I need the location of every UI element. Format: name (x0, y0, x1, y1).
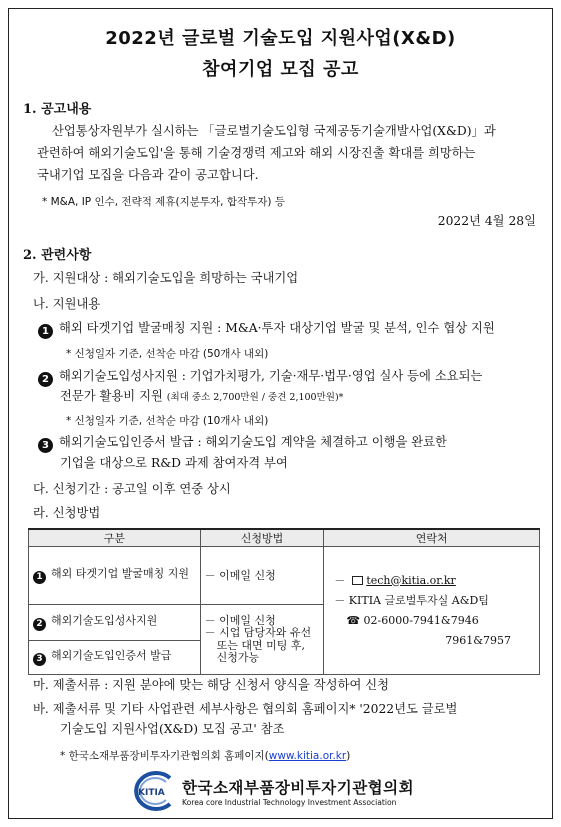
support-item-2-cost: 전문가 활용비 지원 (60, 389, 163, 403)
submission-documents: 마. 제출서류 : 지원 분야에 맞는 해당 신청서 양식을 작성하여 신청 (33, 678, 389, 692)
section-1-paragraph-line2: 관련하여 해외기술도입'을 통해 기술경쟁력 제고와 해외 시장진출 확대를 희망하는 (37, 146, 476, 160)
support-content-heading: 나. 지원내용 (33, 297, 101, 311)
application-method-table (28, 528, 540, 675)
table-header-method: 신청방법 (200, 529, 324, 547)
table-row (29, 547, 540, 605)
page-subtitle: 참여기업 모집 공고 (202, 59, 359, 80)
homepage-note (60, 748, 350, 763)
kitia-emblem-text: KITIA (138, 788, 165, 798)
row-2-label: 해외기술도입성사지원 (51, 614, 158, 627)
section-1-heading: 1. 공고내용 (23, 102, 92, 117)
organization-name-ko: 한국소재부품장비투자기관협의회 (182, 779, 415, 797)
table-header-category: 구분 (29, 529, 201, 547)
homepage-note-end: ) (346, 750, 351, 762)
support-item-2-text: 해외기술도입성사지원 : 기업가치평가, 기술·재무·법무·영업 실사 등에 소요되는 (59, 369, 483, 383)
method-contact: － 시업 담당자와 유선 (204, 626, 312, 639)
details-reference-line2: 기술도입 지원사업(X&D) 모집 공고' 참조 (60, 722, 285, 736)
details-reference-line1: 바. 제출서류 및 기타 사업관련 세부사항은 협의회 홈페이지* '2022년도 글로벌 (33, 702, 458, 716)
kitia-logo (130, 770, 430, 812)
number-1-bullet: 1 (38, 324, 53, 339)
number-3-bullet: 3 (38, 438, 53, 453)
method-email: － 이메일 신청 (204, 613, 276, 627)
method-contact-line3: 신청가능 (216, 651, 260, 664)
kitia-emblem-icon (130, 770, 176, 812)
application-method-heading: 라. 신청방법 (33, 506, 101, 520)
announcement-date: 2022년 4월 28일 (437, 214, 536, 228)
row-1-label: 해외 타겟기업 발굴매칭 지원 (51, 567, 190, 580)
support-item-1 (38, 318, 495, 339)
dash: － (334, 573, 346, 587)
support-item-3-text: 해외기술도입인증서 발급 : 해외기술도입 계약을 체결하고 이행을 완료한 (59, 435, 447, 449)
number-2-bullet: 2 (33, 618, 46, 631)
table-cell-category-3 (29, 641, 201, 675)
contact-org: － KITIA 글로벌투자실 A&D팀 (334, 593, 489, 607)
number-3-bullet: 3 (33, 653, 46, 666)
table-cell-method-2-3 (200, 605, 324, 675)
section-1-paragraph-line3: 국내기업 모집을 다음과 같이 공고합니다. (37, 168, 259, 182)
number-1-bullet: 1 (33, 571, 46, 584)
table-cell-category-2 (29, 605, 201, 641)
support-item-3-line2: 기업을 대상으로 R&D 과제 참여자격 부여 (60, 456, 288, 470)
contact-phone: ☎ 02-6000-7941&7946 (346, 613, 479, 627)
table-cell-method-1: － 이메일 신청 (200, 547, 324, 605)
table-cell-contact (324, 547, 540, 675)
application-period: 다. 신청기간 : 공고일 이후 연중 상시 (33, 482, 231, 496)
support-target: 가. 지원대상 : 해외기술도입을 희망하는 국내기업 (33, 271, 299, 285)
organization-name-en: Korea core Industrial Technology Investment Association (182, 798, 397, 807)
contact-phone-ext: 7961&7957 (445, 633, 511, 647)
number-2-bullet: 2 (38, 372, 53, 387)
table-header-row (29, 529, 540, 547)
support-item-1-text: 해외 타겟기업 발굴매칭 지원 : M&A·투자 대상기업 발굴 및 분석, 인수 협상 지원 (59, 321, 495, 335)
section-1-note: * M&A, IP 인수, 전략적 제휴(지분투자, 합작투자) 등 (42, 196, 285, 208)
table-cell-category-1 (29, 547, 201, 605)
support-item-2-note: * 신청일자 기준, 선착순 마감 (10개사 내외) (66, 415, 269, 427)
table-header-contact: 연락처 (324, 529, 540, 547)
contact-email-link[interactable]: tech@kitia.or.kr (366, 573, 456, 587)
method-contact-line2: 또는 대면 미팅 후, (216, 638, 305, 652)
section-1-paragraph-line1: 산업통상자원부가 실시하는 「글로벌기술도입형 국제공동기술개발사업(X&D)」과 (52, 124, 496, 138)
support-item-2 (38, 366, 482, 387)
page-title: 2022년 글로벌 기술도입 지원사업(X&D) (105, 28, 456, 49)
mail-icon (352, 576, 363, 585)
support-item-2-cost-limit: (최대 중소 2,700만원 / 중견 2,100만원)* (166, 392, 344, 403)
homepage-link[interactable]: www.kitia.or.kr (268, 750, 347, 762)
support-item-3 (38, 432, 447, 453)
section-2-heading: 2. 관련사항 (23, 248, 92, 263)
homepage-note-text: * 한국소재부품장비투자기관협의회 홈페이지( (60, 750, 269, 762)
support-item-1-note: * 신청일자 기준, 선착순 마감 (50개사 내외) (66, 348, 269, 360)
support-item-2-line2 (60, 386, 343, 408)
row-3-label: 해외기술도입인증서 발급 (51, 649, 172, 662)
contact-email-line (334, 571, 535, 591)
